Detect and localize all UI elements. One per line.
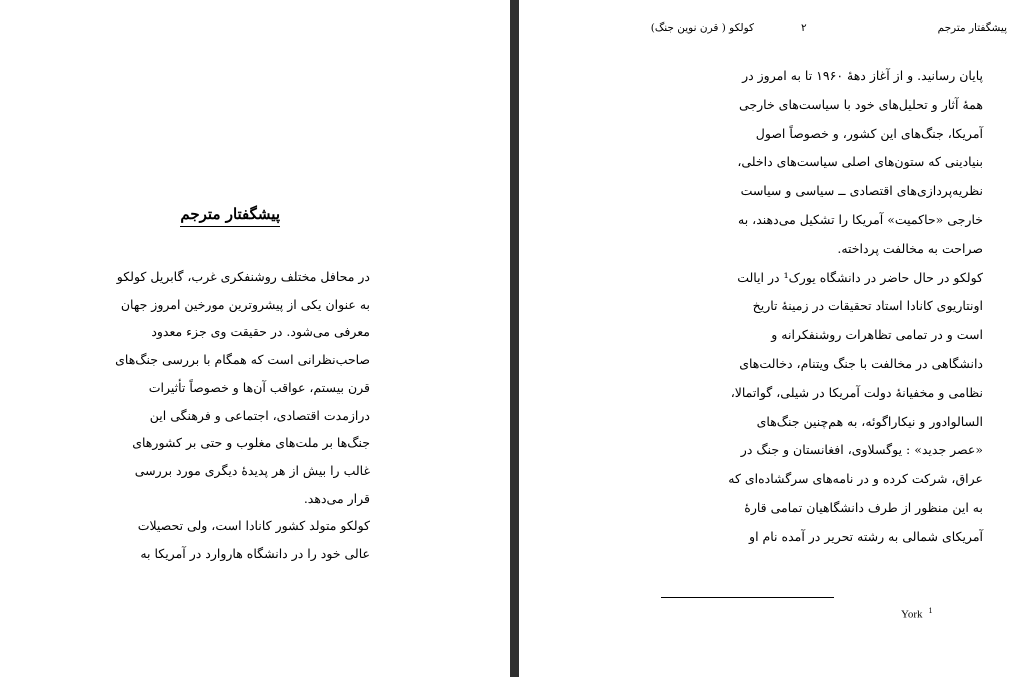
text-line: خارجی «حاکمیت» آمریکا را تشکیل می‌دهند، به [738, 212, 983, 227]
book-gutter [510, 0, 519, 677]
text-line: صراحت به مخالفت پرداخته. [837, 240, 983, 256]
footnote [901, 606, 933, 621]
footnote-text: York [901, 608, 923, 621]
text-line: غالب را بیش از هر پدیدهٔ دیگری مورد بررسی [134, 462, 370, 478]
footnote-marker: 1 [928, 606, 933, 615]
text-line: اونتاریوی کانادا استاد تحقیقات در زمینهٔ تاریخ [752, 298, 983, 314]
text-line: نظریه‌پردازی‌های اقتصادی ــ سیاسی و سیاست [740, 183, 983, 199]
running-header-section: پیشگفتار مترجم [937, 22, 1007, 34]
page-title-text: پیشگفتار مترجم [180, 205, 280, 227]
text-line: بنیادینی که ستون‌های اصلی سیاست‌های داخلی، [737, 154, 983, 170]
text-line: است و در تمامی تظاهرات روشنفکرانه و [771, 327, 983, 343]
text-line: عراق، شرکت کرده و در نامه‌های سرگشاده‌ای که [728, 471, 983, 487]
text-line: پایان رسانید. و از آغاز دههٔ ۱۹۶۰ تا به امروز در [742, 68, 983, 83]
page-title [0, 205, 460, 223]
text-line: کولکو در حال حاضر در دانشگاه یورک¹ در ایالت [737, 269, 983, 285]
text-line: نظامی و مخفیانهٔ دولت آمریکا در شیلی، گواتمالا، [730, 384, 983, 400]
text-line: السالوادور و نیکاراگوئه، به هم‌چنین جنگ‌های [756, 413, 983, 429]
text-line: کولکو متولد کشور کانادا است، ولی تحصیلات [137, 518, 370, 534]
text-line: صاحب‌نظرانی است که همگام با بررسی جنگ‌های [115, 352, 370, 368]
text-line: عالی خود را در دانشگاه هاروارد در آمریکا به [140, 546, 370, 561]
text-line: معرفی می‌شود. در حقیقت وی جزء معدود [151, 324, 370, 340]
text-line: درازمدت اقتصادی، اجتماعی و فرهنگی این [149, 407, 370, 423]
right-page [519, 0, 1024, 677]
text-line: آمریکا، جنگ‌های این کشور، و خصوصاً اصول [755, 125, 983, 141]
text-line: دانشگاهی در مخالفت با جنگ ویتنام، دخالت‌های [739, 356, 983, 371]
text-line: «عصر جدید» : یوگسلاوی، افغانستان و جنگ در [740, 442, 983, 458]
text-line: به عنوان یکی از پیشروترین مورخین امروز جهان [120, 296, 370, 312]
footnote-rule [661, 597, 834, 598]
text-line: آمریکای شمالی به رشته تحریر در آمده نام او [749, 528, 983, 544]
text-line: جنگ‌ها بر ملت‌های مغلوب و حتی بر کشورهای [132, 435, 370, 451]
running-header-page-number: ۲ [801, 22, 807, 34]
left-page [0, 0, 510, 677]
text-line: همهٔ آثار و تحلیل‌های خود با سیاست‌های خارجی [738, 96, 983, 112]
text-line: قرن بیستم، عواقب آن‌ها و خصوصاً تأثیرات [148, 379, 370, 395]
running-header-book-title: کولکو ( قرن نوین جنگ) [650, 22, 754, 34]
text-line: قرار می‌دهد. [303, 490, 370, 506]
text-line: به این منظور از طرف دانشگاهیان تمامی قارهٔ [744, 500, 983, 515]
text-line: در محافل مختلف روشنفکری غرب، گابریل کولکو [116, 269, 370, 284]
